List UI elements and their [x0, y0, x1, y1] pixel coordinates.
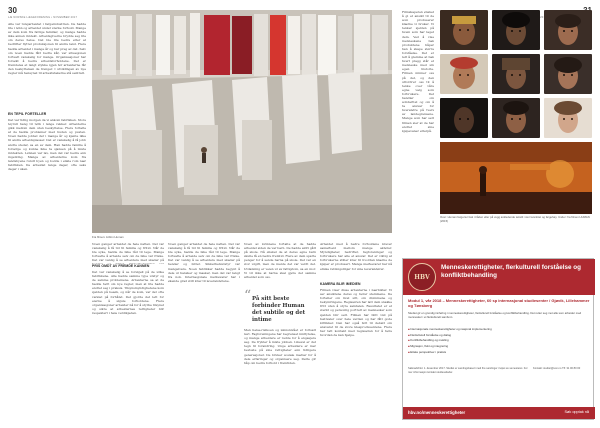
ad-bullet: ■ Konfliktbehandling og mekling — [408, 338, 590, 344]
portrait-1 — [440, 10, 488, 50]
subhead-1: EN TEPIL FORTELLER — [8, 112, 47, 116]
article-column-4: Noen av kvinnene fortalte at de hadde arbeidet siden de var barn. De hadde aldri gått på skole. Nå ønsket de at deres egne barn skulle få en bedre fremtid. Flere av dem sparte penger for å sende barna på skole. Det var en stor utgift, men de mente det var verdt det. Utdanning er veien ut av fattigdom, sa en mor. Vi vil ikke at barna skal gjøre det samme arbeidet som oss. — [244, 242, 316, 279]
textile-drying-photo — [92, 10, 392, 233]
portrait-7 — [440, 98, 488, 138]
quote-mark: “ — [244, 288, 252, 304]
ad-bullet-list — [408, 327, 590, 356]
ad-apply-button[interactable]: Søk opptak nå — [564, 410, 589, 414]
dye-photo-caption: Over: Human fargerier bak i tråden eller på vegg avkledende tekstil i stor kvantitet og fargehøy. Under: fra filmen HUMAN (2015) — [440, 215, 590, 223]
running-head-left: LÆ NORSKE LÆGEFORENING • NOVEMBER 2017 — [8, 16, 78, 19]
article-column-2: Noen ganger arbeidet de hele natten. Det var vanskelig å få tid til familie og fritid. Når de ble syke, hadde de ikke råd til lege. Mange fortsatte å arbeide selv om de ikke var friske. Det var vanlig å se arbeidere med skader på — [92, 242, 164, 263]
portrait-9 — [544, 98, 592, 138]
ad-bullet: ■ Internasjonale menneskerettigheter og nasjonal implementering — [408, 327, 590, 333]
pull-quote: På sitt beste forbinder Human det subtile og det intime — [252, 296, 306, 323]
ad-website-link[interactable]: hbv.no/menneskerettigheter — [408, 410, 466, 415]
ad-contact-info: Søknadsfrist: 1. desember 2017. Studiet er samlingsbasert med fire samlinger i løpet av semesteret. For mer informasjon kontakt studieveileder. — [408, 367, 528, 374]
ad-bullet: ■ Etiske perspektiver i praksis — [408, 350, 590, 356]
article-column-5: Arbeidet med å bedre forholdene krever samarbeid mellom mange aktører. Myndigheter, bedrifter, fagforeninger og forbrukere har alle et ansvar. Det er viktig at forbrukerne stiller krav til hvordan klærne de kjøper er produsert. Mange merkevarer har nå etiske retningslinjer for sine leverandører. — [320, 242, 392, 271]
portrait-6 — [544, 54, 592, 94]
main-photo-caption: Fra filmen: Anfinn Human — [92, 235, 124, 239]
article-column-5b: Filmen viser disse arbeiderne i nærbilder. Vi ser ansiktene deres og hører stemmene. De forteller om livet sitt, om drømmene og bekymringene. Regissøren har latt dem snakke fritt uten å styre samtalen. Resultatet er et sterkt og personlig portrett av mennesker som sjelden blir sett. Filmen har blitt vist på festivaler over hele verden og har fått gode kritikker. Den har også ført til debatt om ansvaret til de store klesprodusentene. Flere har tatt kontakt med regissøren for å høre hvordan de kan hjelpe. — [320, 288, 392, 338]
university-logo: HBV — [408, 263, 436, 291]
article-column-3: Noen ganger arbeidet de hele natten. Det var vanskelig å få tid til familie og fritid. Når de ble syke, hadde de ikke råd til lege. Mange fortsatte å arbeide selv om de ikke var friske. Det var vanlig å se arbeidere med skader på hender og føtter. Sikkerhetsutstyr var mangelvare. Noen fabrikker hadde begynt å dele ut hansker og masker, men det var langt fra nok. Internasjonale merkevarer har i økende grad stilt krav til leverandørene. — [168, 242, 240, 283]
ad-subtitle: Modul 1, vår 2018 – Menneskerettigheter, 60 sp internasjonal studiesenter / Gjøvik, Lillehammer og Tønsberg — [408, 298, 590, 308]
ad-footer-band — [403, 407, 595, 419]
portrait-5 — [492, 54, 540, 94]
advertisement[interactable] — [402, 258, 594, 420]
ad-body: Studiet gir en grundig innføring i menneskerettigheter, flerkulturell forståelse og konfliktbehandling. Det retter seg mot alle som arbeider med mennesker i et flerkulturelt samfunn. — [408, 311, 582, 319]
portrait-4 — [440, 54, 488, 94]
article-column-4b: Men helse-risikoen og lønnsnivået er fortsatt lavt. Fagforeningene har begrenset innflytelse, og mange arbeidere er redde for å engasjere seg. De frykter å miste jobben. Likevel er det tegn til forandring. Unge arbeidere er mer bevisste på sine rettigheter enn tidligere generasjoner. De bruker sosiale medier for å dele erfaringer og organisere seg. Dette gir håp om bedre forhold i fremtiden. — [244, 328, 316, 365]
portrait-8 — [492, 98, 540, 138]
ad-contact-details: Kontakt: studier@usn.no Tlf: 31 00 80 00 — [533, 367, 581, 370]
dye-factory-photo — [440, 142, 592, 214]
running-head-right: 2017 — [540, 16, 547, 19]
portrait-2 — [492, 10, 540, 50]
portrait-3 — [544, 10, 592, 50]
article-column-6: Filmskaperen ønsket å gi et ansikt til de som produserer klærne vi bruker. Vi tenker sjelden på hvem som har laget dem. Ved å vise menneskene bak produktene håper han å skape større forståelse. Det er lett å glemme at bak hvert plagg står et menneske med sin egen historie. Filmen minner oss på det, og den utfordrer oss til å tenke over våre egne valg som forbrukere. Det handler om solidaritet og om å ta ansvar for hverandre på tvers av landegrensene. Mange som har sett filmen sier at de har endret sine kjøpevaner etterpå. — [402, 10, 434, 133]
main-photo — [92, 10, 392, 233]
ad-bullet: ■ Migrasjon, flukt og integrering — [408, 344, 590, 350]
article-column-1: Alle var tungarbeidet i fargeindustrien. De hadde lite i lønn og arbeidet under sterke forhold. Mange av dem kom fra fattige familier, og mange hadde ikke annen inntekt. Arbeidsgiverne brydde seg lite om deres helse. Det ble lite bedre etter at bedrifter flyttet produksjonen til andre land. Flere hadde arbeidet i mange år og bar preg av det. Selv om noen hadde fått bedre kår, var situasjonen fortsatt vanskelig for mange. Organisasjoner har forsøkt å bedre arbeidsforholdene. Det er fremdeles et langt stykke igjen før arbeiderne får den beskyttelsen de trenger. I utviklingen av nye regler må hensynet til arbeidstakerne stå sentralt. — [8, 22, 86, 76]
article-column-1b: Det var tidlig morgen da vi ankom fabrikken. Store tøyrull hang til tørk i lange rekker. Arbeiderne gikk mellom dem uten beskyttelse. Flere fortalte at de hadde problemer med huden og pusten. Noen hadde jobbet der i mange år og kjente ikke til andre arbeidsplasser. Det er vanskelig å få jobb andre steder, sa en av dem. Han hadde familie å forsørge og kunne ikke ta sjansen på å miste inntekten. Lønnen var lav, men det var bedre enn ingenting. Mange av arbeiderne kom fra landsbyene rundt byen og bodde i enkle rom nær fabrikken. De arbeidet lange dager, ofte seks dager i uken. — [8, 118, 86, 172]
ad-bullet: ■ Flerkulturell forståelse og dialog — [408, 333, 590, 339]
subhead-2: PRIS OMDT AV FREMDE KANNEN — [92, 264, 150, 268]
ad-title: Menneskerettigheter, flerkulturell forståelse og konfliktbehandling — [441, 264, 581, 279]
page-number-left: 30 — [8, 6, 17, 15]
subhead-3: KAMERA BLIR IMEDIEN — [320, 282, 361, 286]
article-column-2b: Det var vanskelig å se forskjell på de ulike fabrikkene. Alle hadde samme type utstyr og de samme problemene. Arbeiderne sa at de hadde hørt om nye regler, men at lite hadde endret seg i praksis. Tilsynsmyndighetene kom sjelden på besøk, og når de kom, var det ofte varslet på forhånd. Det gjorde det lett for eierne å skjule forholdene. Flere organisasjoner arbeider nå for å styrke tilsynet og sikre at arbeidernes rettigheter blir respektert i hele verdikjeden. — [92, 270, 164, 315]
